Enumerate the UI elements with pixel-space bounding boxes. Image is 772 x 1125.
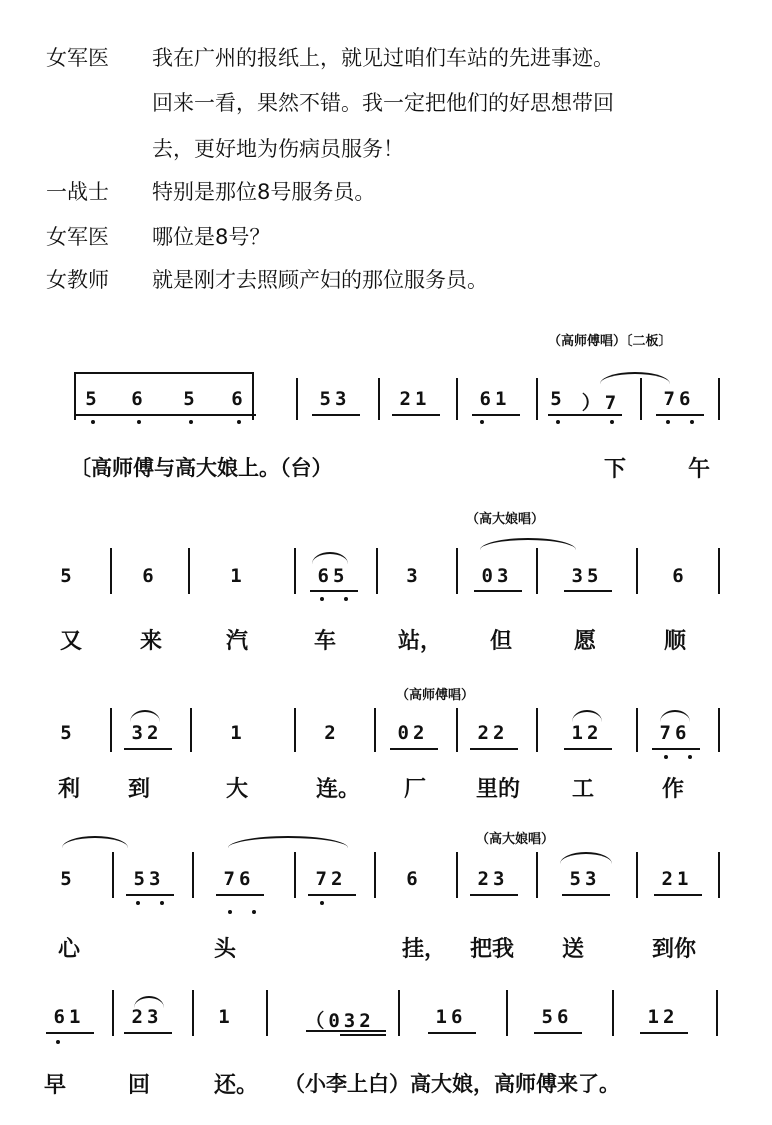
slur xyxy=(312,552,348,564)
note: 5 xyxy=(85,388,101,410)
dot xyxy=(160,901,164,905)
underline xyxy=(76,414,256,416)
note: 53 xyxy=(569,868,601,890)
note: 65 xyxy=(317,565,349,587)
lyric: 到 xyxy=(128,777,151,802)
note: 72 xyxy=(315,868,347,890)
underline xyxy=(564,748,612,750)
dot xyxy=(252,910,256,914)
note: 76 xyxy=(663,388,695,410)
note: 2 xyxy=(324,722,340,744)
singer-label: （高大娘唱） xyxy=(466,512,545,527)
bar-line xyxy=(294,708,296,752)
note: 03 xyxy=(481,565,513,587)
slur xyxy=(130,710,160,722)
bar-line xyxy=(110,548,112,594)
lyric: 汽 xyxy=(226,629,249,654)
lyric: 来 xyxy=(140,629,163,654)
bar-line xyxy=(536,378,538,420)
dialogue-text: 去，更好地为伤病员服务！ xyxy=(152,137,404,161)
note: 1 xyxy=(230,722,246,744)
underline xyxy=(534,1032,582,1034)
slur xyxy=(228,836,348,848)
underline xyxy=(562,894,610,896)
bar-line xyxy=(192,990,194,1036)
bar-line xyxy=(718,852,720,898)
bar-line xyxy=(74,372,76,420)
dot xyxy=(56,1040,60,1044)
bar-line xyxy=(640,378,642,420)
note: 76 xyxy=(223,868,255,890)
dot xyxy=(688,755,692,759)
dot xyxy=(320,597,324,601)
note: 02 xyxy=(397,722,429,744)
lyric: 头 xyxy=(214,937,237,962)
note: 21 xyxy=(399,388,431,410)
speaker-name: 女教师 xyxy=(46,268,109,292)
singer-label: （高师傅唱） xyxy=(396,688,475,703)
bar-line xyxy=(294,852,296,898)
lyric: 午 xyxy=(688,457,711,482)
lyric: 利 xyxy=(58,777,81,802)
speaker-name: 一战士 xyxy=(46,180,109,204)
note: 6 xyxy=(231,388,247,410)
underline xyxy=(306,1030,386,1032)
note: 53 xyxy=(319,388,351,410)
note: 56 xyxy=(541,1006,573,1028)
note: ）7 xyxy=(581,392,621,414)
dot xyxy=(344,597,348,601)
bar-line xyxy=(612,990,614,1036)
dot xyxy=(237,420,241,424)
bar-line xyxy=(456,378,458,420)
underline xyxy=(392,414,440,416)
underline xyxy=(564,590,612,592)
dot xyxy=(91,420,95,424)
note: 61 xyxy=(53,1006,85,1028)
bar-line xyxy=(506,990,508,1036)
note: 1 xyxy=(218,1006,234,1028)
lyric: 送 xyxy=(562,937,585,962)
note: 5 xyxy=(183,388,199,410)
note: 61 xyxy=(479,388,511,410)
underline xyxy=(548,414,622,416)
dot xyxy=(228,910,232,914)
note: 3 xyxy=(406,565,422,587)
bar-line xyxy=(192,852,194,898)
slur xyxy=(480,538,576,550)
note: 5 xyxy=(60,868,76,890)
stage-direction: （小李上白）高大娘，高师傅来了。 xyxy=(284,1072,620,1096)
bar-line xyxy=(378,378,380,420)
dot xyxy=(610,420,614,424)
dialogue-text: 我在广州的报纸上，就见过咱们车站的先进事迹。 xyxy=(152,46,614,70)
lyric: 站， xyxy=(398,629,443,654)
bar-line xyxy=(398,990,400,1036)
note: 6 xyxy=(142,565,158,587)
dot xyxy=(690,420,694,424)
dot xyxy=(664,755,668,759)
bar-line xyxy=(636,708,638,752)
dot xyxy=(666,420,670,424)
lyric: 回 xyxy=(128,1073,151,1098)
singer-label: （高大娘唱） xyxy=(476,832,555,847)
dot xyxy=(480,420,484,424)
bar-line xyxy=(296,378,298,420)
underline xyxy=(470,748,518,750)
note: 12 xyxy=(571,722,603,744)
lyric: 把我 xyxy=(470,937,515,962)
underline xyxy=(124,1032,172,1034)
note: 23 xyxy=(477,868,509,890)
bar-line xyxy=(636,548,638,594)
underline xyxy=(124,748,172,750)
lyric: 下 xyxy=(604,457,627,482)
slur xyxy=(572,710,602,722)
bar-line xyxy=(112,990,114,1036)
singer-label: （高师傅唱）〔二板〕 xyxy=(548,334,672,349)
note: 6 xyxy=(406,868,422,890)
lyric: 又 xyxy=(60,629,83,654)
lyric: 挂， xyxy=(402,937,447,962)
lyric: 作 xyxy=(662,777,685,802)
bar-line xyxy=(376,548,378,594)
bar-line xyxy=(536,708,538,752)
dot xyxy=(556,420,560,424)
underline xyxy=(126,894,174,896)
underline xyxy=(308,894,356,896)
lyric: 大 xyxy=(226,777,249,802)
bar-line xyxy=(536,852,538,898)
bar-line xyxy=(188,548,190,594)
dot xyxy=(137,420,141,424)
lyric: 到你 xyxy=(652,937,697,962)
dot xyxy=(320,901,324,905)
lyric: 顺 xyxy=(664,629,687,654)
note: 6 xyxy=(672,565,688,587)
note: （032 xyxy=(305,1010,375,1032)
underline xyxy=(428,1032,476,1034)
bar-line xyxy=(374,708,376,752)
lyric: 厂 xyxy=(404,777,427,802)
slur xyxy=(660,710,690,722)
bar-line xyxy=(718,548,720,594)
bar-line xyxy=(190,708,192,752)
note: 32 xyxy=(131,722,163,744)
bar-line xyxy=(110,708,112,752)
dialogue-text: 就是刚才去照顾产妇的那位服务员。 xyxy=(152,268,488,292)
bar-line xyxy=(112,852,114,898)
note: 1 xyxy=(230,565,246,587)
underline xyxy=(652,748,700,750)
repeat-bracket xyxy=(74,372,254,374)
note: 5 xyxy=(60,565,76,587)
dialogue-text: 哪位是8号？ xyxy=(152,225,271,249)
underline xyxy=(472,414,520,416)
speaker-name: 女军医 xyxy=(46,225,109,249)
note: 21 xyxy=(661,868,693,890)
underline xyxy=(340,1034,386,1036)
bar-line xyxy=(294,548,296,594)
dialogue-text: 特别是那位8号服务员。 xyxy=(152,180,376,204)
bar-line xyxy=(266,990,268,1036)
note: 76 xyxy=(659,722,691,744)
note: 16 xyxy=(435,1006,467,1028)
note: 5 xyxy=(550,388,566,410)
lyric: 车 xyxy=(314,629,337,654)
underline xyxy=(656,414,704,416)
lyric: 连。 xyxy=(316,777,361,802)
underline xyxy=(216,894,264,896)
bar-line xyxy=(718,378,720,420)
note: 5 xyxy=(60,722,76,744)
bar-line xyxy=(456,852,458,898)
underline xyxy=(310,590,358,592)
bar-line xyxy=(636,852,638,898)
lyric: 早 xyxy=(44,1073,67,1098)
lyric: 但 xyxy=(490,629,513,654)
lyric: 里的 xyxy=(476,777,521,802)
speaker-name: 女军医 xyxy=(46,46,109,70)
lyric: 工 xyxy=(572,777,595,802)
bar-line xyxy=(456,548,458,594)
note: 22 xyxy=(477,722,509,744)
lyric: 愿 xyxy=(574,629,597,654)
note: 53 xyxy=(133,868,165,890)
lyric: 心 xyxy=(58,937,81,962)
underline xyxy=(474,590,522,592)
dialogue-text: 回来一看，果然不错。我一定把他们的好思想带回 xyxy=(152,91,614,115)
dot xyxy=(189,420,193,424)
bar-line xyxy=(718,708,720,752)
dot xyxy=(136,901,140,905)
note: 6 xyxy=(131,388,147,410)
lyric: 还。 xyxy=(214,1073,259,1098)
note: 23 xyxy=(131,1006,163,1028)
underline xyxy=(312,414,360,416)
underline xyxy=(470,894,518,896)
note: 12 xyxy=(647,1006,679,1028)
underline xyxy=(46,1032,94,1034)
bar-line xyxy=(536,548,538,594)
underline xyxy=(654,894,702,896)
underline xyxy=(390,748,438,750)
bar-line xyxy=(374,852,376,898)
underline xyxy=(640,1032,688,1034)
note: 35 xyxy=(571,565,603,587)
slur xyxy=(560,852,612,864)
stage-direction: 〔高师傅与高大娘上。（台） xyxy=(70,456,333,480)
bar-line xyxy=(456,708,458,752)
slur xyxy=(600,372,670,384)
bar-line xyxy=(716,990,718,1036)
slur xyxy=(62,836,128,848)
